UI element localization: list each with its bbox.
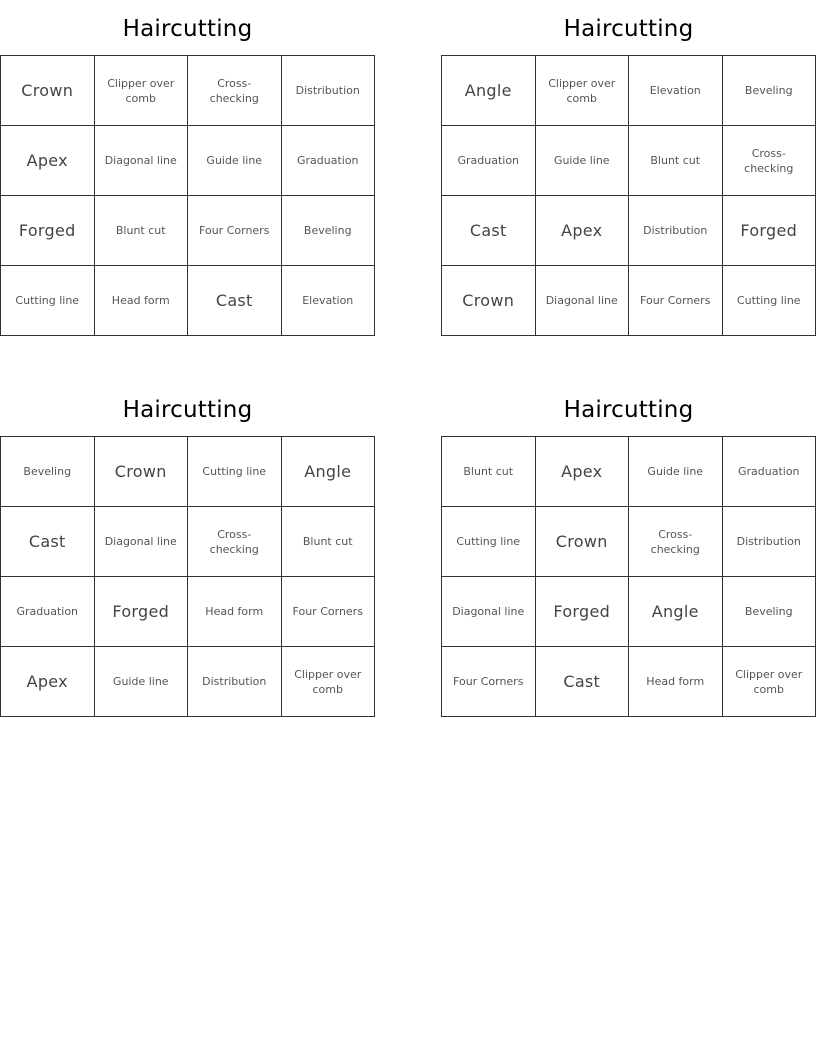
grid-cell: Blunt cut (442, 437, 536, 507)
grid-cell: Guide line (536, 126, 630, 196)
bingo-grid (0, 55, 375, 336)
grid-cell: Angle (282, 437, 376, 507)
card-title: Haircutting (122, 16, 253, 42)
grid-cell: Beveling (282, 196, 376, 266)
grid-cell: Cast (442, 196, 536, 266)
grid-row (1, 647, 375, 717)
grid-cell: Blunt cut (282, 507, 376, 577)
grid-row (442, 507, 816, 577)
card-title: Haircutting (563, 397, 694, 423)
grid-cell: Diagonal line (95, 126, 189, 196)
bingo-card-2 (441, 0, 816, 336)
grid-cell: Forged (1, 196, 95, 266)
grid-row (442, 56, 816, 126)
bingo-grid (441, 55, 816, 336)
grid-cell: Graduation (282, 126, 376, 196)
grid-cell: Clipper over comb (723, 647, 816, 717)
grid-cell: Cast (536, 647, 630, 717)
grid-cell: Clipper over comb (282, 647, 376, 717)
grid-cell: Clipper over comb (536, 56, 630, 126)
grid-cell: Blunt cut (95, 196, 189, 266)
grid-cell: Apex (536, 196, 630, 266)
grid-row (442, 126, 816, 196)
grid-cell: Clipper over comb (95, 56, 189, 126)
card-title: Haircutting (122, 397, 253, 423)
grid-cell: Cutting line (188, 437, 282, 507)
grid-row (1, 507, 375, 577)
grid-cell: Crown (442, 266, 536, 336)
grid-cell: Cast (1, 507, 95, 577)
grid-cell: Apex (536, 437, 630, 507)
grid-cell: Cutting line (723, 266, 816, 336)
grid-cell: Four Corners (188, 196, 282, 266)
grid-cell: Forged (536, 577, 630, 647)
grid-row (1, 266, 375, 336)
bingo-card-1 (0, 0, 375, 336)
grid-cell: Apex (1, 647, 95, 717)
grid-cell: Graduation (723, 437, 816, 507)
bingo-grid (0, 436, 375, 717)
grid-cell: Beveling (723, 56, 816, 126)
grid-cell: Cross-checking (723, 126, 816, 196)
grid-cell: Head form (95, 266, 189, 336)
grid-cell: Guide line (629, 437, 723, 507)
grid-cell: Crown (95, 437, 189, 507)
grid-cell: Cross-checking (188, 507, 282, 577)
grid-cell: Head form (188, 577, 282, 647)
grid-cell: Four Corners (442, 647, 536, 717)
grid-row (1, 577, 375, 647)
grid-cell: Distribution (629, 196, 723, 266)
grid-cell: Forged (723, 196, 816, 266)
grid-cell: Four Corners (282, 577, 376, 647)
grid-cell: Cast (188, 266, 282, 336)
grid-cell: Cross-checking (629, 507, 723, 577)
grid-row (442, 196, 816, 266)
grid-cell: Guide line (95, 647, 189, 717)
grid-row (442, 266, 816, 336)
grid-row (442, 577, 816, 647)
grid-cell: Beveling (1, 437, 95, 507)
grid-cell: Diagonal line (442, 577, 536, 647)
grid-cell: Distribution (723, 507, 816, 577)
grid-cell: Beveling (723, 577, 816, 647)
grid-row (1, 126, 375, 196)
grid-cell: Forged (95, 577, 189, 647)
grid-cell: Head form (629, 647, 723, 717)
grid-cell: Guide line (188, 126, 282, 196)
grid-cell: Graduation (442, 126, 536, 196)
grid-cell: Cutting line (1, 266, 95, 336)
grid-cell: Graduation (1, 577, 95, 647)
grid-cell: Diagonal line (536, 266, 630, 336)
grid-cell: Cutting line (442, 507, 536, 577)
grid-cell: Four Corners (629, 266, 723, 336)
grid-cell: Blunt cut (629, 126, 723, 196)
grid-row (1, 196, 375, 266)
grid-cell: Cross-checking (188, 56, 282, 126)
grid-row (1, 437, 375, 507)
grid-cell: Diagonal line (95, 507, 189, 577)
grid-cell: Crown (1, 56, 95, 126)
card-title: Haircutting (563, 16, 694, 42)
grid-cell: Angle (442, 56, 536, 126)
grid-row (442, 647, 816, 717)
bingo-grid (441, 436, 816, 717)
grid-cell: Distribution (188, 647, 282, 717)
bingo-card-3 (0, 381, 375, 717)
grid-cell: Distribution (282, 56, 376, 126)
grid-cell: Crown (536, 507, 630, 577)
grid-cell: Angle (629, 577, 723, 647)
grid-cell: Elevation (629, 56, 723, 126)
grid-cell: Apex (1, 126, 95, 196)
grid-row (1, 56, 375, 126)
grid-row (442, 437, 816, 507)
grid-cell: Elevation (282, 266, 376, 336)
bingo-card-4 (441, 381, 816, 717)
